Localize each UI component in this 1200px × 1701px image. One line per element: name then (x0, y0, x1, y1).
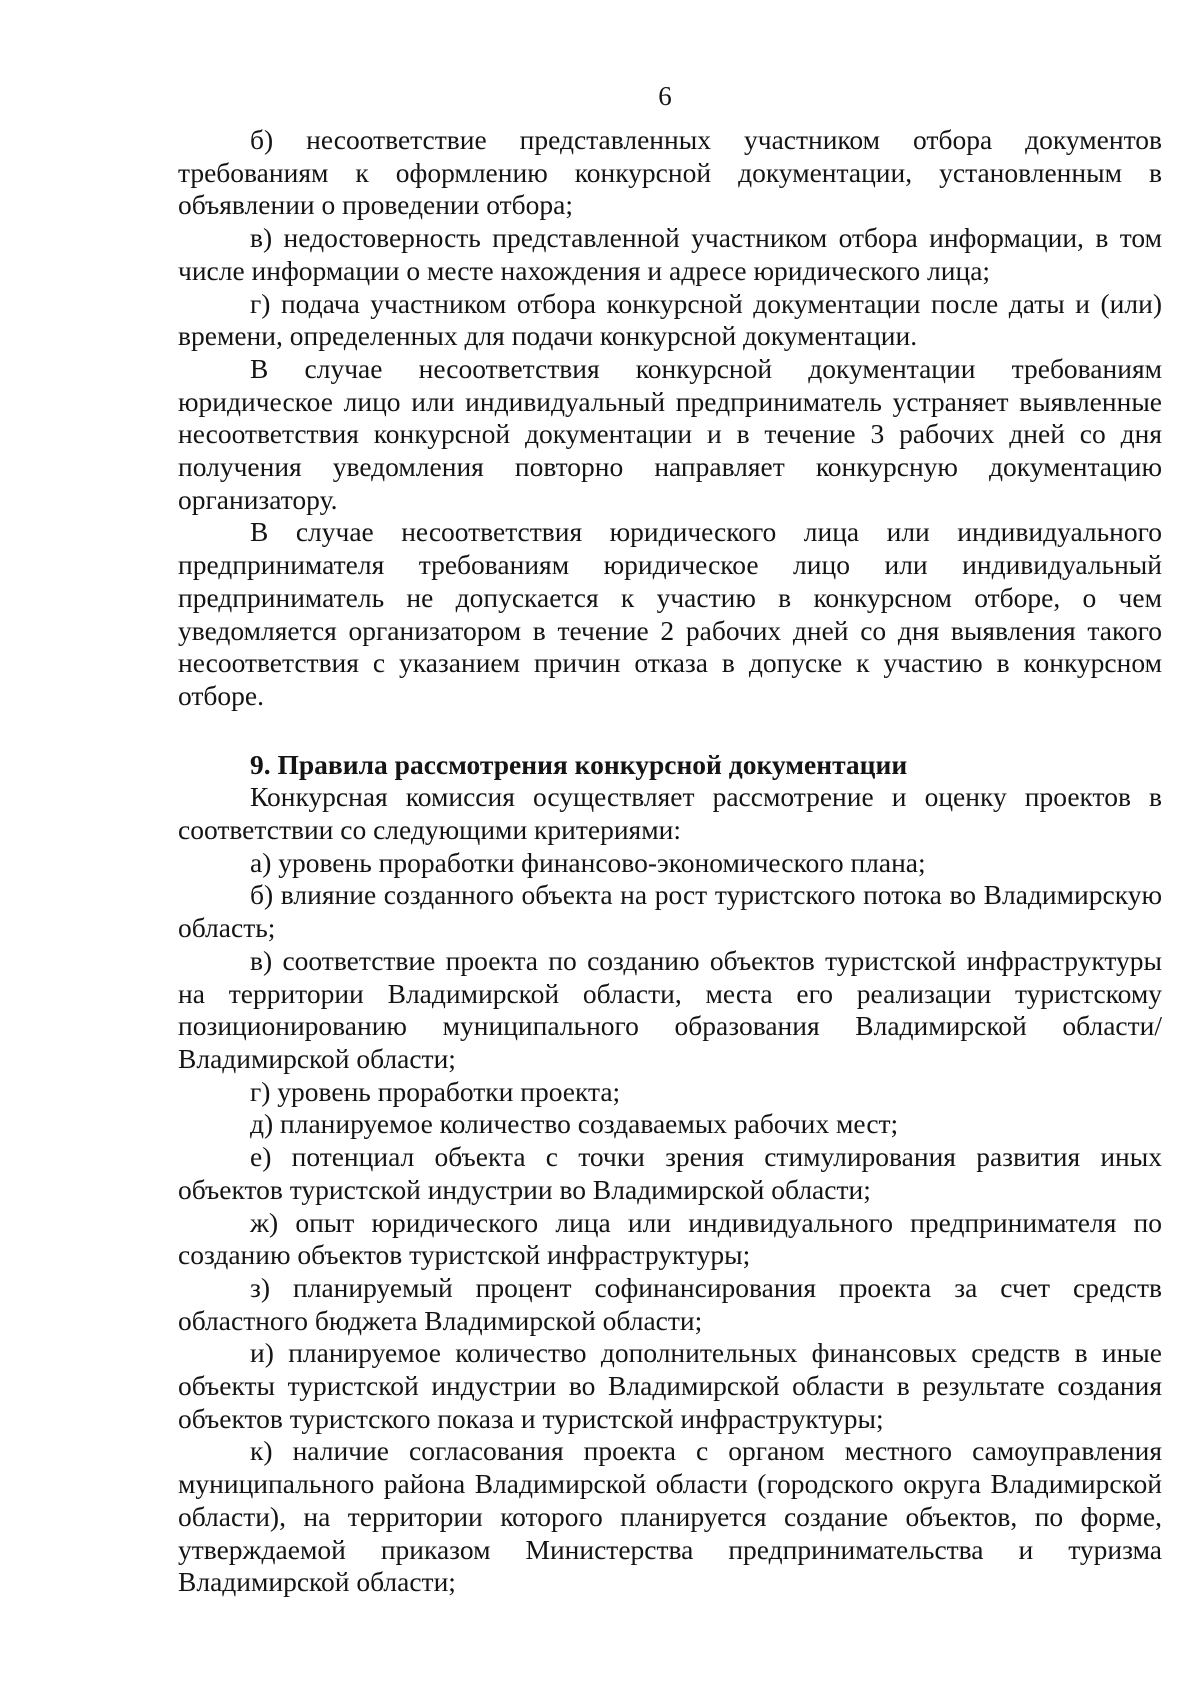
paragraph: б) несоответствие представленных участником отбора документов требованиям к оформлению конкурсной документации, установленным в объявлении о проведении отбора; (178, 124, 1162, 221)
paragraph: в) недостоверность представленной участником отбора информации, в том числе информации о месте нахождения и адресе юридического лица; (178, 222, 1162, 286)
criterion-item: б) влияние созданного объекта на рост туристского потока во Владимирскую область; (178, 879, 1162, 944)
page-number: 6 (658, 81, 672, 111)
section-heading: 9. Правила рассмотрения конкурсной документации (250, 748, 908, 780)
paragraph: Конкурсная комиссия осуществляет рассмотрение и оценку проектов в соответствии со следующими критериями: (178, 781, 1162, 846)
criterion-item: и) планируемое количество дополнительных финансовых средств в иные объекты туристской индустрии во Владимирской области в результате создания объектов туристского показа и туристской инфраструктуры; (178, 1337, 1162, 1434)
criterion-item: к) наличие согласования проекта с органом местного самоуправления муниципального района Владимирской области (городского округа Владимирской области), на территории которого планируется создание объектов, по форме, утверждаемой приказом Министерства предпринимательства и туризма Владимирской области; (178, 1435, 1162, 1598)
criterion-item: а) уровень проработки финансово-экономического плана; (250, 846, 926, 878)
paragraph: В случае несоответствия юридического лица или индивидуального предпринимателя требованиям юридическое лицо или индивидуальный предприниматель не допускается к участию в конкурсном отборе, о чем уведомляется организатором в течение 2 рабочих дней со дня выявления такого несоответствия с указанием причин отказа в допуске к участию в конкурсном отборе. (178, 516, 1162, 711)
document-body (178, 124, 1162, 1599)
section-spacer (178, 713, 1162, 749)
paragraph: В случае несоответствия конкурсной документации требованиям юридическое лицо или индивидуальный предприниматель устраняет выявленные несоответствия конкурсной документации и в течение 3 рабочих дней со дня получения уведомления повторно направляет конкурсную документацию организатору. (178, 352, 1162, 515)
criterion-item: з) планируемый процент софинансирования проекта за счет средств областного бюджета Владимирской области; (178, 1271, 1162, 1336)
criterion-item: д) планируемое количество создаваемых рабочих мест; (250, 1108, 899, 1140)
criterion-item: ж) опыт юридического лица или индивидуального предпринимателя по созданию объектов туристской инфраструктуры; (178, 1206, 1162, 1271)
criterion-item: в) соответствие проекта по созданию объектов туристской инфраструктуры на территории Владимирской области, места его реализации туристскому позиционированию муниципального образования Владимирской области/Владимирской области; (178, 944, 1162, 1074)
paragraph: г) подача участником отбора конкурсной документации после даты и (или) времени, определенных для подачи конкурсной документации. (178, 287, 1162, 352)
criterion-item: е) потенциал объекта с точки зрения стимулирования развития иных объектов туристской индустрии во Владимирской области; (178, 1141, 1162, 1205)
criterion-item: г) уровень проработки проекта; (250, 1075, 621, 1107)
